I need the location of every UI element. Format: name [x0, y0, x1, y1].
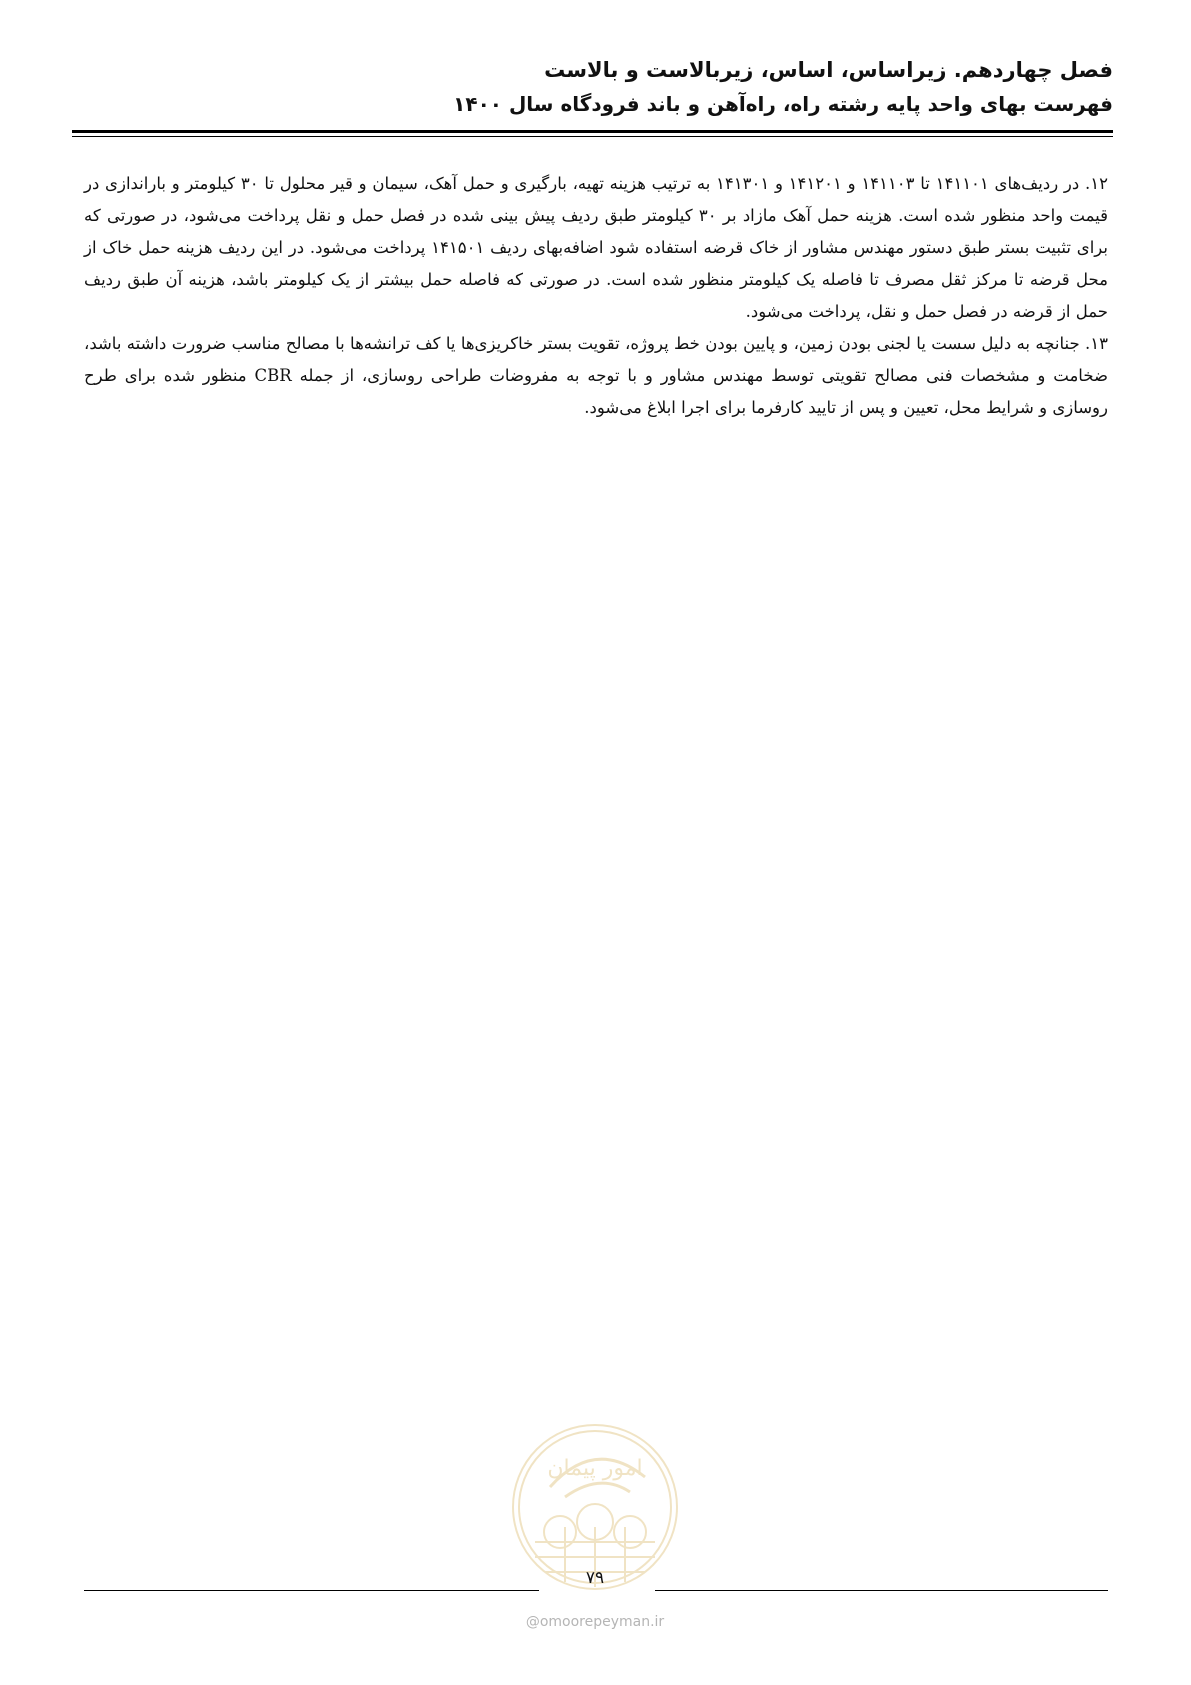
footer-rule-right	[655, 1590, 1108, 1591]
note-13: ۱۳. جنانچه به دلیل سست یا لجنی بودن زمین، و پایین بودن خط پروژه، تقویت بستر خاکریزی‌ها یا کف ترانشه‌ها با مصالح مناسب ضرورت داشته باشد، ضخامت و مشخصات فنی مصالح تقویتی توسط مهندس مشاور و با توجه به مفروضات طراحی روسازی، از جمله CBR منظور شده برای طرح روسازی و شرایط محل، تعیین و پس از تایید کارفرما برای اجرا ابلاغ می‌شود.	[84, 334, 1108, 417]
website-link[interactable]: @omoorepeyman.ir	[525, 1614, 665, 1630]
note-12: ۱۲. در ردیف‌های ۱۴۱۱۰۱ تا ۱۴۱۱۰۳ و ۱۴۱۲۰۱ و ۱۴۱۳۰۱ به ترتیب هزینه تهیه، بارگیری و حمل آهک، سیمان و قیر محلول تا ۳۰ کیلومتر و باراندازی در قیمت واحد منظور شده است. هزینه حمل آهک مازاد بر ۳۰ کیلومتر طبق ردیف پیش بینی شده در فصل حمل و نقل پرداخت می‌شود، در صورتی که برای تثبیت بستر طبق دستور مهندس مشاور از خاک قرضه استفاده شود اضافه‌بهای ردیف ۱۴۱۵۰۱ پرداخت می‌شود. در این ردیف هزینه حمل خاک از محل قرضه تا مرکز ثقل مصرف تا فاصله یک کیلومتر منظور شده است. در صورتی که فاصله حمل بیشتر از یک کیلومتر باشد، هزینه آن طبق ردیف حمل از قرضه در فصل حمل و نقل، پرداخت می‌شود.	[84, 174, 1108, 321]
notes-body	[84, 168, 1108, 424]
chapter-title: فصل چهاردهم. زیراساس، اساس، زیربالاست و بالاست	[544, 58, 1113, 82]
watermark-logo-text: امور پیمان	[547, 1456, 643, 1481]
header-rule-thick	[72, 130, 1113, 133]
footer-rule-left	[84, 1590, 539, 1591]
page-header	[72, 54, 1113, 120]
page-number: ۷۹	[585, 1568, 605, 1588]
document-title: فهرست بهای واحد پایه رشته راه، راه‌آهن و باند فرودگاه سال ۱۴۰۰	[453, 92, 1113, 116]
header-rule-thin	[72, 136, 1113, 137]
